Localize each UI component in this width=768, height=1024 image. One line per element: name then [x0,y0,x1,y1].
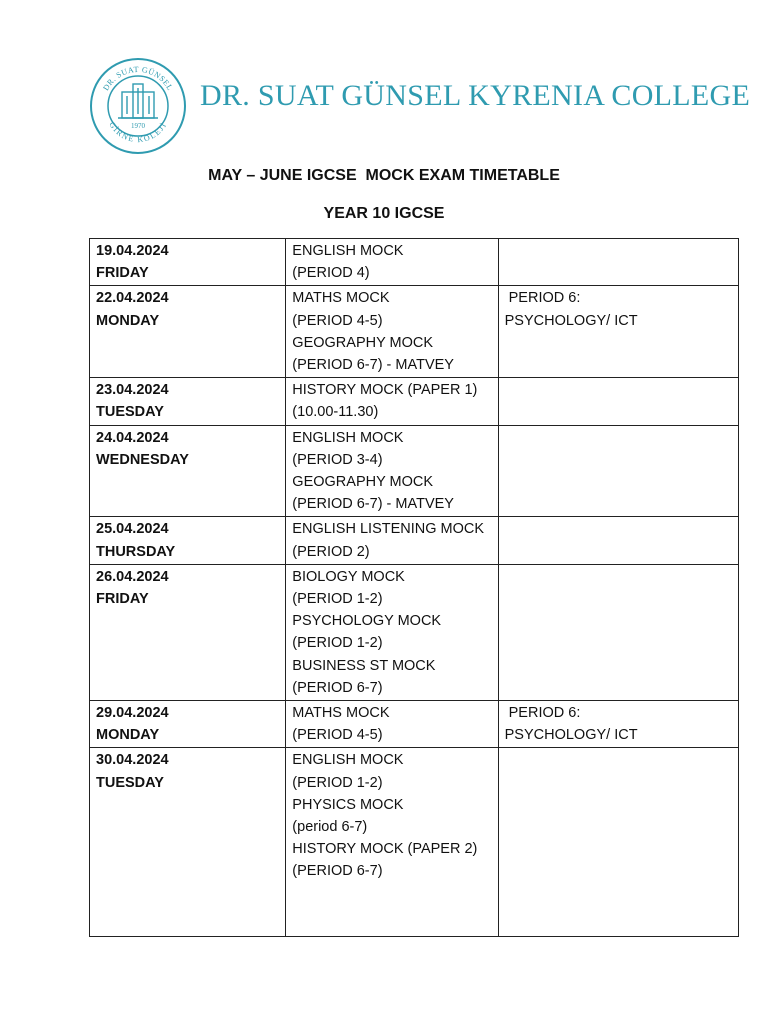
exam-entry: GEOGRAPHY MOCK [292,334,434,351]
exam-entry: HISTORY MOCK (PAPER 2) [292,841,478,858]
table-row [90,564,739,700]
exam-entry: (PERIOD 1-2) [292,591,383,608]
exam-entry: ENGLISH MOCK [292,243,404,259]
notes-cell [498,564,738,700]
notes-cell [498,378,738,425]
exams-cell [286,701,498,748]
exam-entry: (PERIOD 6-7) - MATVEY [292,496,454,513]
note-entry: PSYCHOLOGY/ ICT [504,727,638,744]
exam-date: 26.04.2024 [96,568,169,585]
exam-entry: (PERIOD 6-7) [292,863,383,880]
note-entry: PSYCHOLOGY/ ICT [504,312,638,329]
exam-entry: PHYSICS MOCK [292,796,404,813]
table-row [90,286,739,378]
exam-entry: PSYCHOLOGY MOCK [292,613,442,630]
notes-cell [498,239,738,286]
logo-year: 1970 [131,122,145,130]
exam-entry: (PERIOD 6-7) - MATVEY [292,357,454,374]
date-cell [90,239,286,286]
exam-date: 29.04.2024 [96,705,169,722]
exams-cell [286,378,498,425]
table-row [90,701,739,748]
notes-cell [498,286,738,378]
table-row [90,378,739,425]
date-cell [90,748,286,937]
exam-date: 25.04.2024 [96,521,169,538]
exams-cell [286,748,498,937]
exam-day: FRIDAY [96,591,149,608]
note-entry: PERIOD 6: [504,290,581,307]
exam-entry: MATHS MOCK [292,290,390,307]
exam-entry: MATHS MOCK [292,705,390,722]
exam-entry: ENGLISH LISTENING MOCK [292,521,485,538]
exam-entry: (period 6-7) [292,819,368,836]
date-cell [90,701,286,748]
exam-entry: (PERIOD 3-4) [292,451,383,468]
exam-timetable [89,238,739,937]
exam-date: 30.04.2024 [96,752,169,769]
exam-entry: (PERIOD 4-5) [292,312,383,329]
exam-date: 24.04.2024 [96,429,169,446]
exam-entry: GEOGRAPHY MOCK [292,474,434,491]
exam-entry: BIOLOGY MOCK [292,568,405,585]
date-cell [90,425,286,517]
exam-day: TUESDAY [96,404,164,421]
exam-entry: ENGLISH MOCK [292,752,404,769]
exam-day: WEDNESDAY [96,451,189,468]
exams-cell [286,239,498,286]
exam-day: MONDAY [96,312,160,329]
exam-date: 23.04.2024 [96,382,169,399]
note-entry: PERIOD 6: [504,705,581,722]
exam-entry: (PERIOD 6-7) [292,679,383,696]
date-cell [90,517,286,564]
exam-day: MONDAY [96,727,160,744]
notes-cell [498,425,738,517]
date-cell [90,378,286,425]
notes-cell [498,701,738,748]
exam-day: THURSDAY [96,543,176,560]
document-header [88,56,751,160]
exam-entry: BUSINESS ST MOCK [292,657,436,674]
table-row [90,748,739,937]
exams-cell [286,286,498,378]
exams-cell [286,564,498,700]
exam-entry: (PERIOD 1-2) [292,774,383,791]
exam-entry: ENGLISH MOCK [292,429,404,446]
table-row [90,239,739,286]
date-cell [90,564,286,700]
logo-bottom-text: GİRNE KOLEJİ [107,120,169,145]
date-cell [90,286,286,378]
table-row [90,517,739,564]
exam-date: 22.04.2024 [96,290,169,307]
exam-entry: (PERIOD 4) [292,265,370,282]
exam-day: FRIDAY [96,265,149,282]
exam-entry: (PERIOD 4-5) [292,727,383,744]
logo-top-text: DR. SUAT GÜNSEL [101,64,175,93]
college-name: DR. SUAT GÜNSEL KYRENIA COLLEGE [200,79,751,112]
exam-entry: (10.00-11.30) [292,404,379,421]
college-logo [88,56,188,156]
notes-cell [498,748,738,937]
exams-cell [286,425,498,517]
table-row [90,425,739,517]
notes-cell [498,517,738,564]
year-group-title: YEAR 10 IGCSE [323,205,445,222]
exam-entry: (PERIOD 2) [292,543,370,560]
exam-entry: HISTORY MOCK (PAPER 1) [292,382,478,399]
exam-date: 19.04.2024 [96,243,169,259]
exam-entry: (PERIOD 1-2) [292,635,383,652]
exam-day: TUESDAY [96,774,164,791]
exams-cell [286,517,498,564]
timetable-title: MAY – JUNE IGCSE MOCK EXAM TIMETABLE [208,167,560,184]
